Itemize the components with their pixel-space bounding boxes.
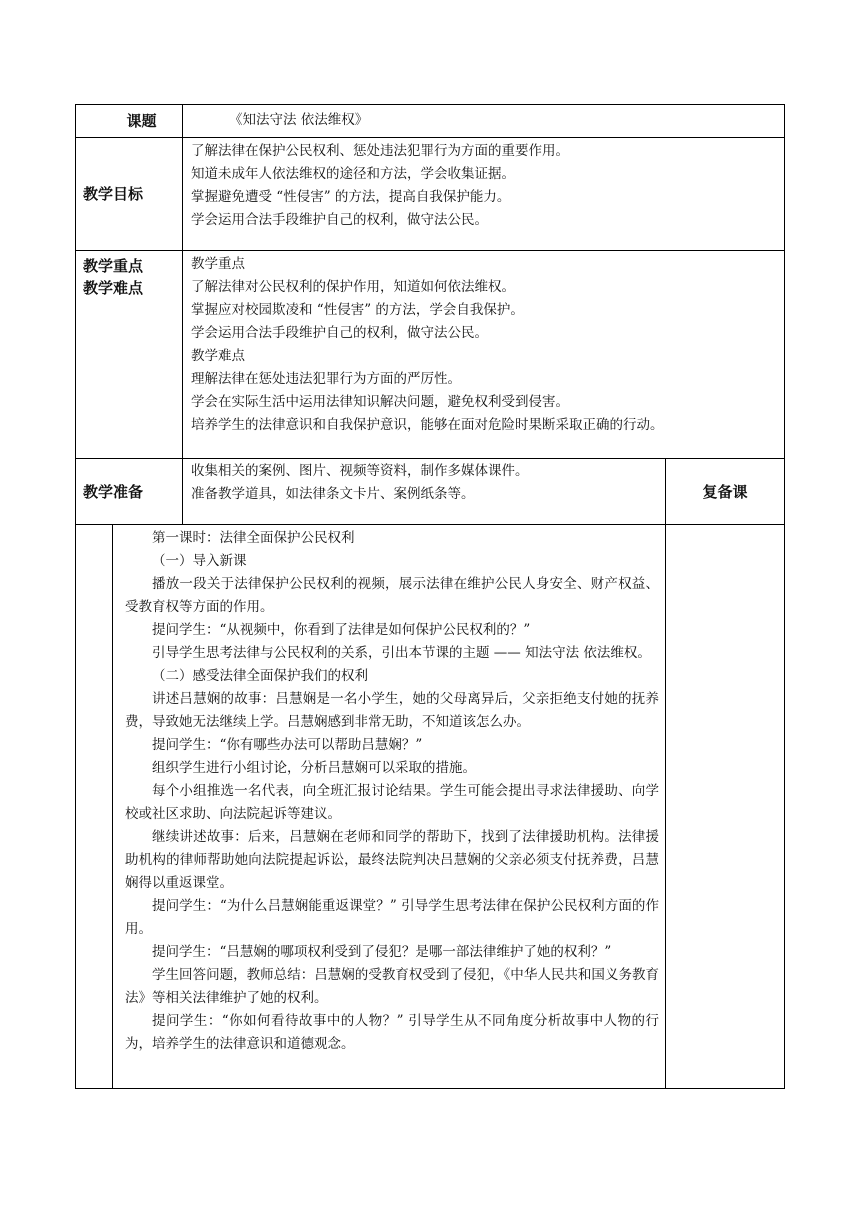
body-paragraph: 引导学生思考法律与公民权利的关系，引出本节课的主题 —— 知法守法 依法维权。 <box>152 645 651 661</box>
goal-line: 掌握避免遭受 “性侵害” 的方法，提高自我保护能力。 <box>191 189 511 205</box>
focus-line: 学会运用合法手段维护自己的权利，做守法公民。 <box>191 325 488 341</box>
prep-label <box>75 459 182 524</box>
lesson-body <box>113 527 665 1056</box>
goals-label-text: 教学目标 <box>83 185 144 203</box>
body-paragraph: 组织学生进行小组讨论，分析吕慧娴可以采取的措施。 <box>152 760 476 776</box>
body-paragraph: 提问学生：“吕慧娴的哪项权利受到了侵犯？是哪一部法律维护了她的权利？” <box>152 944 612 960</box>
focus-label <box>75 251 182 458</box>
revision-label <box>666 459 784 524</box>
goal-line: 了解法律在保护公民权利、惩处违法犯罪行为方面的重要作用。 <box>191 143 569 159</box>
focus-label-line2: 教学难点 <box>83 279 144 297</box>
topic-label-text: 课题 <box>126 111 157 130</box>
table-border-right <box>784 104 785 1089</box>
prep-content <box>183 460 663 506</box>
body-side-divider <box>665 524 666 1088</box>
lesson-plan-table <box>75 104 785 1088</box>
body-paragraph: 每个小组推选一名代表，向全班汇报讨论结果。学生可能会提出寻求法律援助、向学校或社区求助、向法院起诉等建议。 <box>125 783 659 822</box>
focus-line: 学会在实际生活中运用法律知识解决问题，避免权利受到侵害。 <box>191 394 569 410</box>
focus-line: 了解法律对公民权利的保护作用，知道如何依法维权。 <box>191 279 515 295</box>
body-paragraph: 提问学生：“从视频中，你看到了法律是如何保护公民权利的？” <box>152 622 531 638</box>
body-paragraph: 第一课时：法律全面保护公民权利 <box>152 530 355 546</box>
focus-content <box>183 253 783 437</box>
focus-line: 掌握应对校园欺凌和 “性侵害” 的方法，学会自我保护。 <box>191 302 524 318</box>
topic-label <box>75 104 182 137</box>
body-paragraph: 提问学生：“你如何看待故事中的人物？” 引导学生从不同角度分析故事中人物的行为，培养学生的法律意识和道德观念。 <box>125 1013 659 1052</box>
row-divider-4 <box>75 524 785 525</box>
body-paragraph: 提问学生：“为什么吕慧娴能重返课堂？” 引导学生思考法律在保护公民权利方面的作用。 <box>125 898 659 937</box>
focus-line: 教学重点 <box>191 256 245 272</box>
prep-line: 收集相关的案例、图片、视频等资料，制作多媒体课件。 <box>191 463 529 479</box>
goal-line: 学会运用合法手段维护自己的权利，做守法公民。 <box>191 212 488 228</box>
table-border-bottom <box>75 1088 785 1089</box>
focus-line: 理解法律在惩处违法犯罪行为方面的严厉性。 <box>191 371 461 387</box>
body-paragraph: 讲述吕慧娴的故事：吕慧娴是一名小学生，她的父母离异后，父亲拒绝支付她的抚养费，导致她无法继续上学。吕慧娴感到非常无助，不知道该怎么办。 <box>125 691 659 730</box>
body-paragraph: 学生回答问题，教师总结：吕慧娴的受教育权受到了侵犯，《中华人民共和国义务教育法》等相关法律维护了她的权利。 <box>125 967 659 1006</box>
body-paragraph: 播放一段关于法律保护公民权利的视频，展示法律在维护公民人身安全、财产权益、受教育权等方面的作用。 <box>125 576 659 615</box>
focus-label-line1: 教学重点 <box>83 257 144 275</box>
goals-label <box>75 138 182 250</box>
body-paragraph: 提问学生：“你有哪些办法可以帮助吕慧娴？” <box>152 737 423 753</box>
prep-label-text: 教学准备 <box>83 482 144 501</box>
goal-line: 知道未成年人依法维权的途径和方法，学会收集证据。 <box>191 166 515 182</box>
topic-value <box>183 109 783 132</box>
body-paragraph: （二）感受法律全面保护我们的权利 <box>152 668 368 684</box>
body-paragraph: 继续讲述故事：后来，吕慧娴在老师和同学的帮助下，找到了法律援助机构。法律援助机构的律师帮助她向法院提起诉讼，最终法院判决吕慧娴的父亲必须支付抚养费，吕慧娴得以重返课堂。 <box>125 829 659 891</box>
topic-value-text: 《知法守法 依法维权》 <box>229 112 369 128</box>
goals-content <box>183 140 783 232</box>
focus-line: 教学难点 <box>191 348 245 364</box>
focus-line: 培养学生的法律意识和自我保护意识，能够在面对危险时果断采取正确的行动。 <box>191 417 664 433</box>
revision-label-text: 复备课 <box>702 482 748 501</box>
body-paragraph: （一）导入新课 <box>152 553 247 569</box>
prep-line: 准备教学道具，如法律条文卡片、案例纸条等。 <box>191 486 475 502</box>
